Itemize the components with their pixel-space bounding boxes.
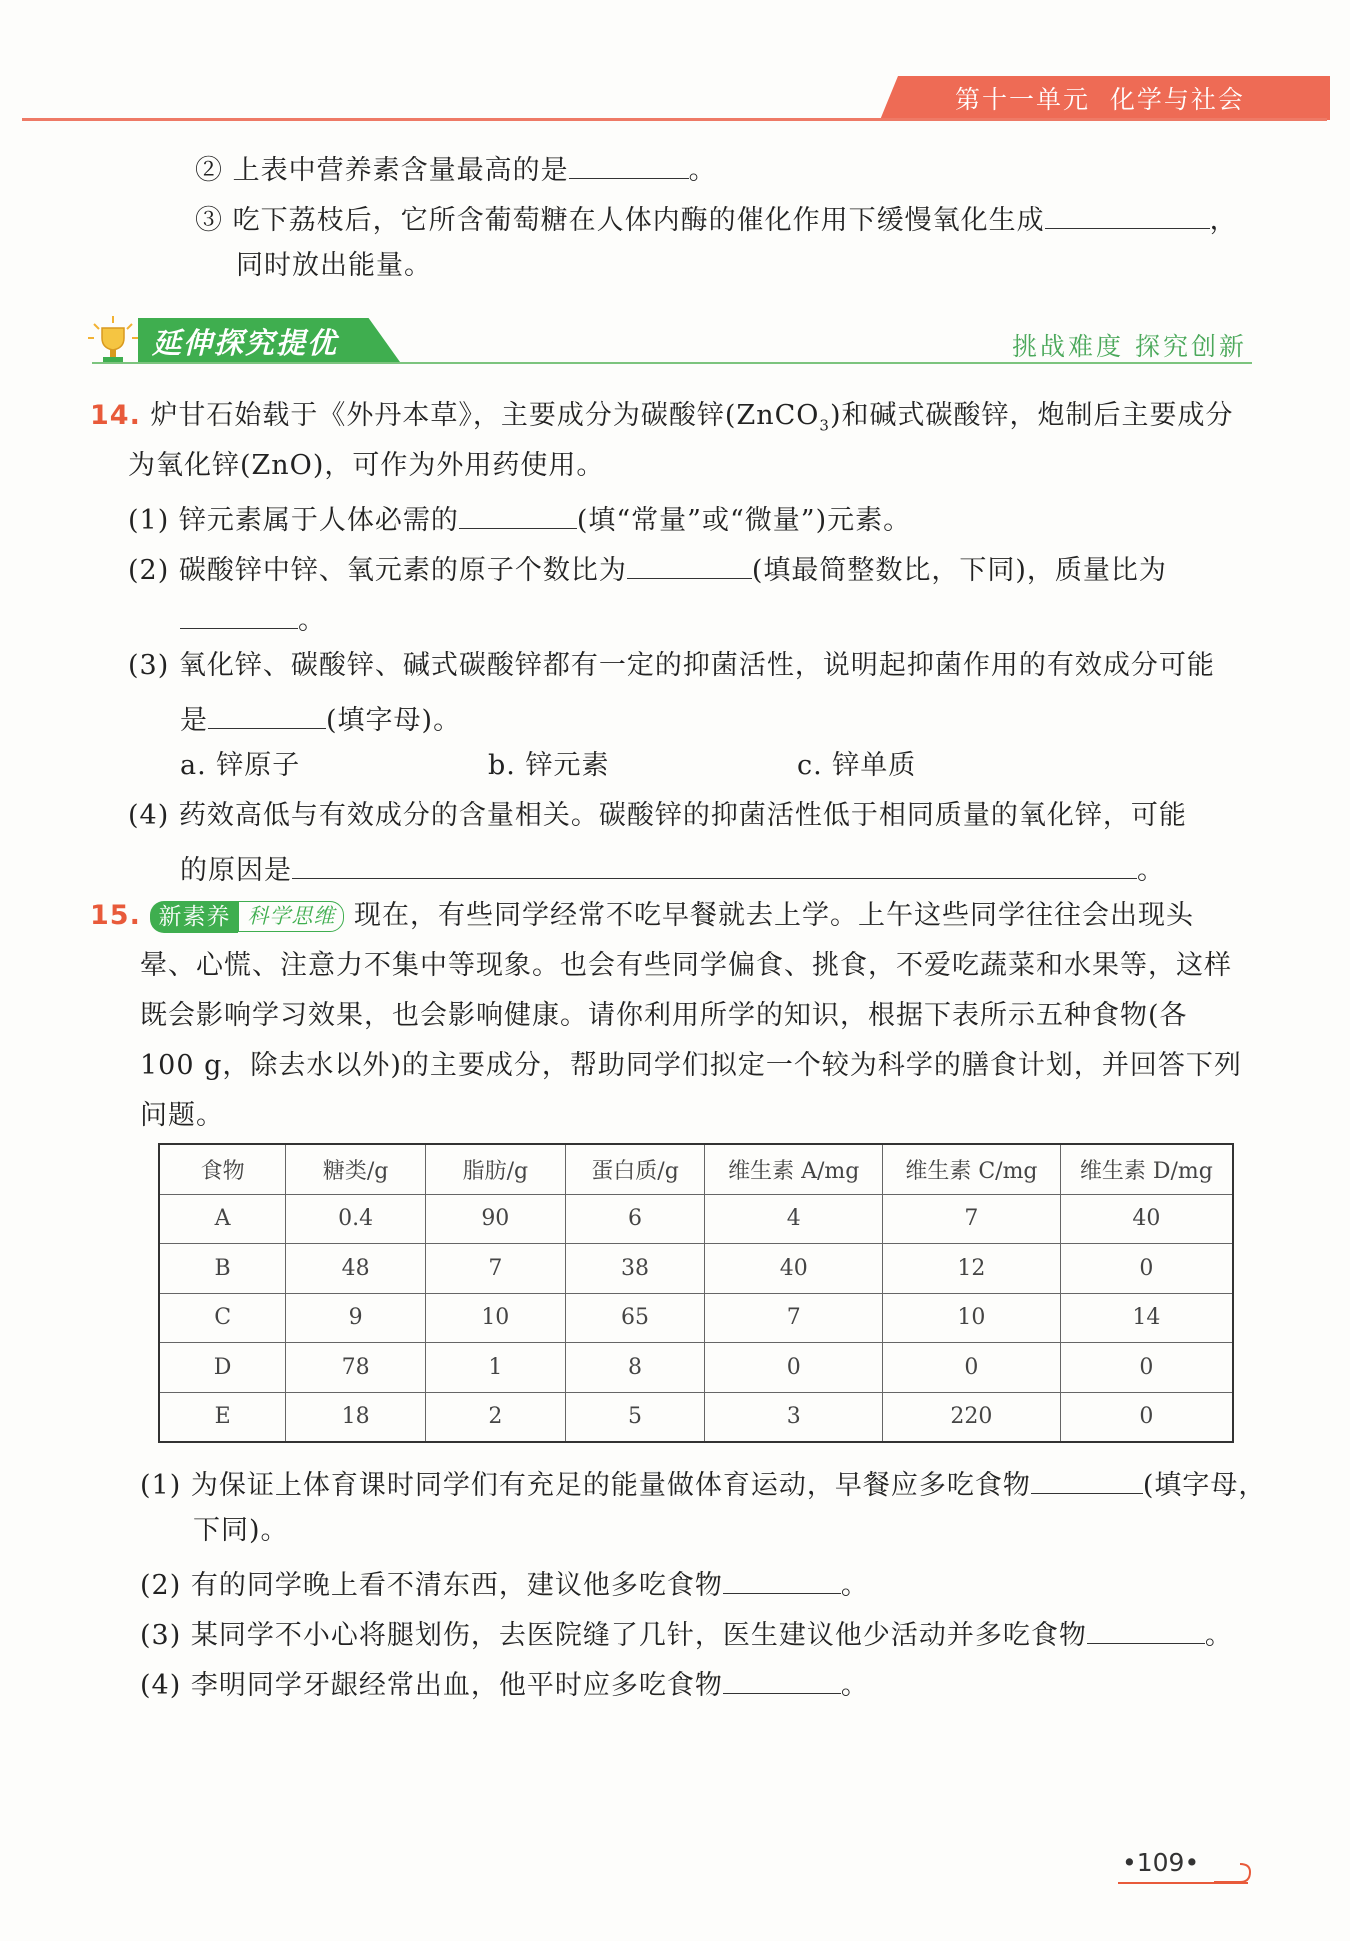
table-cell: E bbox=[159, 1392, 286, 1442]
section-rule bbox=[92, 362, 1252, 364]
question-text: 。 bbox=[688, 155, 717, 186]
question-text: (4) 药效高低与有效成分的含量相关。碳酸锌的抑菌活性低于相同质量的氧化锌，可能 bbox=[128, 800, 1187, 831]
question-text: (3) 氧化锌、碳酸锌、碱式碳酸锌都有一定的抑菌活性，说明起抑菌作用的有效成分可能 bbox=[128, 650, 1215, 681]
table-cell: 0 bbox=[1060, 1392, 1233, 1442]
answer-blank[interactable] bbox=[292, 850, 1137, 879]
table-header-cell: 维生素 D/mg bbox=[1060, 1144, 1233, 1194]
table-cell: 40 bbox=[1060, 1194, 1233, 1244]
question-text: 。 bbox=[840, 1570, 869, 1601]
question-text: (填“常量”或“微量”)元素。 bbox=[576, 505, 912, 536]
question-line bbox=[140, 1465, 1266, 1502]
table-row bbox=[159, 1293, 1233, 1343]
table-cell: 2 bbox=[425, 1392, 565, 1442]
question-text: (填最简整数比，下同)，质量比为 bbox=[751, 555, 1167, 586]
page-number: •109• bbox=[1122, 1848, 1200, 1877]
table-header-cell: 维生素 A/mg bbox=[705, 1144, 883, 1194]
question-text: ， bbox=[1209, 205, 1238, 236]
option-a: a. 锌原子 bbox=[180, 750, 301, 781]
question-text: 晕、心慌、注意力不集中等现象。也会有些同学偏食、挑食，不爱吃蔬菜和水果等，这样 bbox=[140, 950, 1232, 981]
question-line bbox=[90, 900, 1194, 933]
question-text: ③ 吃下荔枝后，它所含葡萄糖在人体内酶的催化作用下缓慢氧化生成 bbox=[195, 205, 1045, 236]
table-header-cell: 糖类/g bbox=[286, 1144, 426, 1194]
subscript: 3 bbox=[819, 416, 830, 435]
page-curl-icon bbox=[1212, 1860, 1252, 1886]
question-text: 炉甘石始载于《外丹本草》，主要成分为碳酸锌(ZnCO bbox=[150, 400, 820, 431]
table-cell: 0 bbox=[883, 1343, 1061, 1393]
table-row bbox=[159, 1244, 1233, 1294]
table-row bbox=[159, 1194, 1233, 1244]
table-cell: 5 bbox=[565, 1392, 705, 1442]
science-thinking-tag: 科学思维 bbox=[238, 901, 344, 932]
question-line bbox=[180, 600, 326, 637]
table-cell: 12 bbox=[883, 1244, 1061, 1294]
table-cell: 220 bbox=[883, 1392, 1061, 1442]
table-header-cell: 食物 bbox=[159, 1144, 286, 1194]
answer-blank[interactable] bbox=[723, 1665, 841, 1694]
food-nutrition-table bbox=[158, 1143, 1234, 1443]
table-cell: 7 bbox=[425, 1244, 565, 1294]
table-header-row bbox=[159, 1144, 1233, 1194]
question-text: 的原因是 bbox=[180, 855, 292, 886]
table-cell: 0 bbox=[1060, 1244, 1233, 1294]
question-text: 100 g，除去水以外)的主要成分，帮助同学们拟定一个较为科学的膳食计划，并回答下列 bbox=[140, 1050, 1242, 1081]
section-title: 延伸探究提优 bbox=[152, 326, 339, 360]
question-line bbox=[128, 550, 1167, 587]
question-line bbox=[128, 500, 911, 537]
question-line bbox=[180, 700, 461, 737]
answer-blank[interactable] bbox=[723, 1565, 841, 1594]
table-cell: 40 bbox=[705, 1244, 883, 1294]
answer-blank[interactable] bbox=[1045, 200, 1210, 229]
question-text: ② 上表中营养素含量最高的是 bbox=[195, 155, 569, 186]
table-cell: 8 bbox=[565, 1343, 705, 1393]
question-line bbox=[195, 150, 717, 187]
section-subtitle: 挑战难度 探究创新 bbox=[1012, 332, 1247, 361]
question-line bbox=[140, 1665, 869, 1702]
table-cell: 90 bbox=[425, 1194, 565, 1244]
question-text: 。 bbox=[1137, 855, 1165, 886]
table-cell: 0.4 bbox=[286, 1194, 426, 1244]
answer-blank[interactable] bbox=[180, 600, 298, 629]
question-text: (1) 为保证上体育课时同学们有充足的能量做体育运动，早餐应多吃食物 bbox=[140, 1470, 1031, 1501]
unit-title: 第十一单元 化学与社会 bbox=[955, 85, 1245, 114]
answer-blank[interactable] bbox=[1031, 1465, 1143, 1494]
question-text: )和碱式碳酸锌，炮制后主要成分 bbox=[829, 400, 1234, 431]
table-cell: 48 bbox=[286, 1244, 426, 1294]
table-cell: 10 bbox=[883, 1293, 1061, 1343]
answer-blank[interactable] bbox=[208, 700, 326, 729]
table-cell: 10 bbox=[425, 1293, 565, 1343]
question-number: 15. bbox=[90, 900, 141, 931]
answer-blank[interactable] bbox=[459, 500, 577, 529]
table-cell: 7 bbox=[705, 1293, 883, 1343]
question-text: (填字母)。 bbox=[326, 705, 462, 736]
table-cell: 14 bbox=[1060, 1293, 1233, 1343]
question-text: (1) 锌元素属于人体必需的 bbox=[128, 505, 459, 536]
table-cell: B bbox=[159, 1244, 286, 1294]
table-cell: 0 bbox=[1060, 1343, 1233, 1393]
table-row bbox=[159, 1392, 1233, 1442]
table-cell: A bbox=[159, 1194, 286, 1244]
table-cell: 4 bbox=[705, 1194, 883, 1244]
table-row bbox=[159, 1343, 1233, 1393]
table-header-cell: 脂肪/g bbox=[425, 1144, 565, 1194]
question-text: 。 bbox=[840, 1670, 869, 1701]
question-text: 。 bbox=[298, 605, 326, 636]
table-cell: 1 bbox=[425, 1343, 565, 1393]
question-text: (2) 碳酸锌中锌、氧元素的原子个数比为 bbox=[128, 555, 627, 586]
new-literacy-tag: 新素养 bbox=[150, 901, 238, 933]
answer-blank[interactable] bbox=[627, 550, 752, 579]
table-cell: 9 bbox=[286, 1293, 426, 1343]
question-text: 。 bbox=[1204, 1620, 1233, 1651]
table-cell: 6 bbox=[565, 1194, 705, 1244]
question-text: 现在，有些同学经常不吃早餐就去上学。上午这些同学往往会出现头 bbox=[354, 900, 1195, 931]
table-cell: 65 bbox=[565, 1293, 705, 1343]
question-text: (2) 有的同学晚上看不清东西，建议他多吃食物 bbox=[140, 1570, 723, 1601]
answer-blank[interactable] bbox=[569, 150, 689, 179]
header-rule bbox=[22, 118, 1327, 121]
question-text: 是 bbox=[180, 705, 208, 736]
question-text: (4) 李明同学牙龈经常出血，他平时应多吃食物 bbox=[140, 1670, 723, 1701]
question-line bbox=[90, 400, 1234, 434]
trophy-icon bbox=[88, 314, 138, 366]
question-text: (3) 某同学不小心将腿划伤，去医院缝了几针，医生建议他少活动并多吃食物 bbox=[140, 1620, 1087, 1651]
table-cell: 7 bbox=[883, 1194, 1061, 1244]
table-cell: 18 bbox=[286, 1392, 426, 1442]
table-cell: D bbox=[159, 1343, 286, 1393]
question-line bbox=[140, 1565, 869, 1602]
question-text: 同时放出能量。 bbox=[236, 250, 432, 281]
question-text: 为氧化锌(ZnO)，可作为外用药使用。 bbox=[128, 450, 605, 481]
question-line bbox=[195, 200, 1238, 237]
question-line bbox=[140, 1615, 1233, 1652]
question-text: 问题。 bbox=[140, 1100, 224, 1131]
answer-blank[interactable] bbox=[1087, 1615, 1205, 1644]
question-text: 既会影响学习效果，也会影响健康。请你利用所学的知识，根据下表所示五种食物(各 bbox=[140, 1000, 1188, 1031]
table-cell: 0 bbox=[705, 1343, 883, 1393]
question-number: 14. bbox=[90, 400, 141, 431]
table-header-cell: 蛋白质/g bbox=[565, 1144, 705, 1194]
option-b: b. 锌元素 bbox=[488, 750, 610, 781]
table-cell: 38 bbox=[565, 1244, 705, 1294]
question-text: 下同)。 bbox=[193, 1515, 289, 1546]
table-cell: 3 bbox=[705, 1392, 883, 1442]
question-text: (填字母， bbox=[1142, 1470, 1267, 1501]
table-cell: C bbox=[159, 1293, 286, 1343]
table-cell: 78 bbox=[286, 1343, 426, 1393]
option-c: c. 锌单质 bbox=[797, 750, 917, 781]
question-line bbox=[180, 850, 1165, 887]
table-header-cell: 维生素 C/mg bbox=[883, 1144, 1061, 1194]
